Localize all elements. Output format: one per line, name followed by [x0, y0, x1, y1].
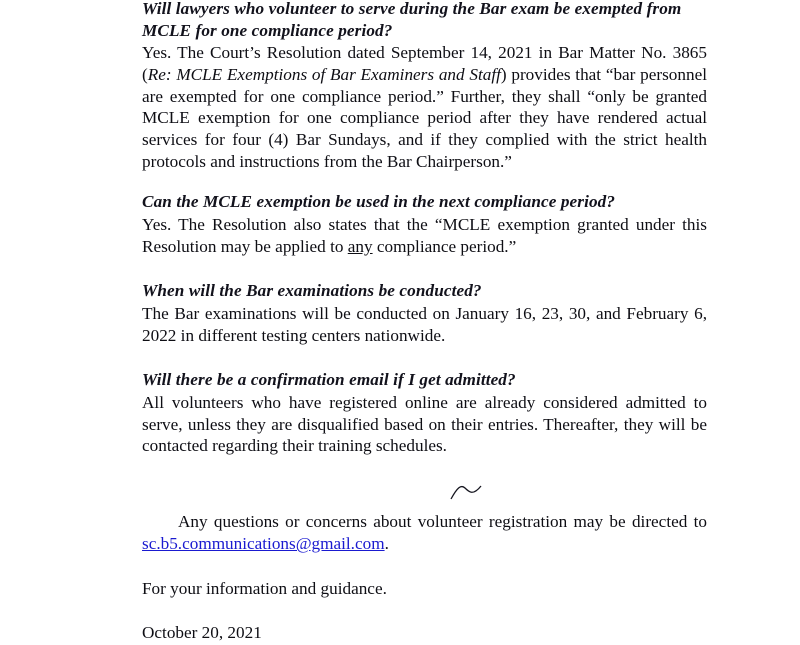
- spacer: [142, 182, 707, 191]
- closing-contact-tail: .: [384, 534, 389, 554]
- faq-question-4: Will there be a confirmation email if I get admitted?: [142, 370, 516, 390]
- support-email-link[interactable]: sc.b5.communications@gmail.com: [142, 534, 385, 554]
- answer-text-plain-2c: compliance period.”: [372, 236, 517, 256]
- spacer: [142, 467, 707, 489]
- closing-date: October 20, 2021: [142, 623, 262, 643]
- faq-answer-1: [142, 42, 707, 172]
- closing-contact-paragraph: [142, 511, 707, 556]
- faq-item-1: [142, 0, 707, 172]
- spacer: [142, 600, 707, 622]
- spacer: [142, 356, 707, 369]
- signature-mark-icon: [447, 482, 487, 500]
- answer-text-italic-1b: Re: MCLE Exemptions of Bar Examiners and Staff: [147, 65, 501, 85]
- answer-text-plain-2a: Yes. The Resolution also states that the “MCLE exemption granted under this Resolution may be applied to: [142, 215, 707, 256]
- spacer: [142, 267, 707, 280]
- closing-guidance: For your information and guidance.: [142, 578, 387, 598]
- spacer: [142, 556, 707, 578]
- faq-item-4: [142, 369, 707, 457]
- closing-contact-lead: Any questions or concerns about volunteer registration may be directed to: [178, 512, 707, 532]
- faq-answer-2: [142, 214, 707, 257]
- faq-question-3: When will the Bar examinations be conducted?: [142, 281, 482, 301]
- faq-item-2: [142, 191, 707, 257]
- faq-answer-4: All volunteers who have registered online are already considered admitted to serve, unless they are disqualified based on their entries. Thereafter, they will be contacted regarding their training schedules.: [142, 393, 707, 456]
- faq-question-2: Can the MCLE exemption be used in the next compliance period?: [142, 192, 616, 212]
- answer-text-plain-1c: ) provides that “bar personnel are exempted for one compliance period.” Further, they shall “only be granted MCLE exemption for one compliance period after they have rendered actual services for four (4) Bar Sundays, and if they complied with the strict health protocols and instructions from the Bar Chairperson.”: [142, 65, 707, 171]
- spacer: [142, 489, 707, 511]
- faq-answer-3: The Bar examinations will be conducted on January 16, 23, 30, and February 6, 2022 in different testing centers nationwide.: [142, 304, 707, 345]
- answer-text-underline-2b: any: [347, 236, 373, 256]
- answer-text-plain-1a: Yes. The Court’s Resolution dated September 14, 2021 in Bar Matter No. 3865 (: [142, 43, 707, 85]
- faq-question-1: Will lawyers who volunteer to serve during the Bar exam be exempted from MCLE for one compliance period?: [142, 0, 682, 40]
- faq-item-3: [142, 280, 707, 346]
